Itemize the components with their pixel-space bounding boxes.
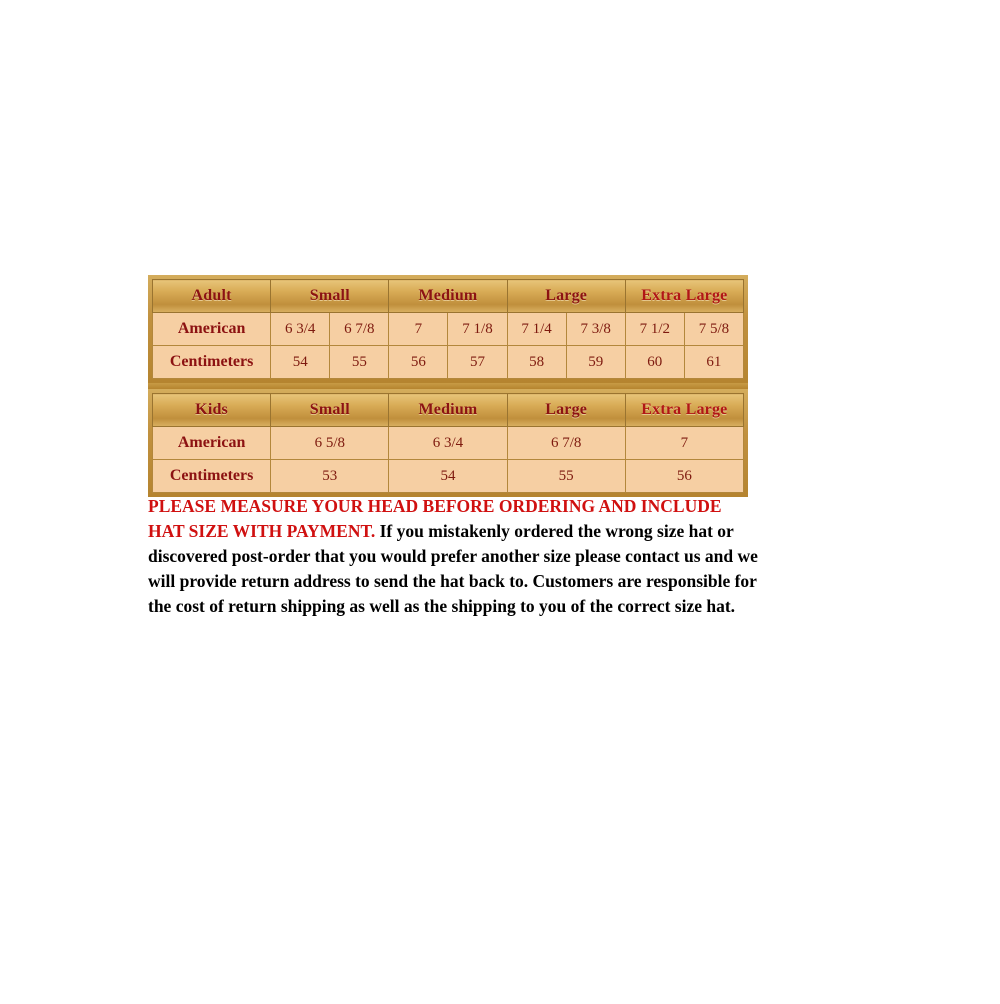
adult-american-row (153, 313, 744, 346)
kids-american-label: American (153, 427, 271, 460)
adult-centimeters-value: 61 (684, 346, 743, 379)
adult-american-value: 7 1/8 (448, 313, 507, 346)
return-policy-text: If you mistakenly ordered the wrong size hat or discovered post-order that you would prefer another size please contact us and we will provide return address to send the hat back to. Customers are responsible for the cost of return shipping as well as the shipping to you of the correct size hat. (148, 521, 758, 616)
kids-american-value: 6 7/8 (507, 427, 625, 460)
adult-centimeters-value: 60 (625, 346, 684, 379)
adult-table-grid (152, 279, 744, 379)
kids-american-row (153, 427, 744, 460)
kids-centimeters-value: 54 (389, 460, 507, 493)
adult-size-table (148, 275, 748, 383)
kids-centimeters-value: 56 (625, 460, 743, 493)
adult-centimeters-value: 56 (389, 346, 448, 379)
adult-header-small: Small (271, 280, 389, 313)
adult-american-value: 7 1/4 (507, 313, 566, 346)
adult-american-value: 6 7/8 (330, 313, 389, 346)
kids-header-small: Small (271, 394, 389, 427)
kids-american-value: 6 3/4 (389, 427, 507, 460)
adult-header-extra-large: Extra Large (625, 280, 743, 313)
kids-header-row (153, 394, 744, 427)
adult-header-row (153, 280, 744, 313)
measure-warning-text: PLEASE MEASURE YOUR HEAD BEFORE ORDERING AND INCLUDE HAT SIZE WITH PAYMENT. (148, 496, 722, 541)
kids-table-grid (152, 393, 744, 493)
return-policy-notice (148, 494, 758, 619)
kids-centimeters-label: Centimeters (153, 460, 271, 493)
adult-centimeters-label: Centimeters (153, 346, 271, 379)
kids-american-value: 6 5/8 (271, 427, 389, 460)
adult-header-medium: Medium (389, 280, 507, 313)
adult-centimeters-value: 58 (507, 346, 566, 379)
adult-american-label: American (153, 313, 271, 346)
hat-size-chart (148, 275, 748, 497)
adult-centimeters-value: 55 (330, 346, 389, 379)
kids-size-table (148, 389, 748, 497)
kids-header-large: Large (507, 394, 625, 427)
kids-centimeters-value: 53 (271, 460, 389, 493)
adult-american-value: 7 1/2 (625, 313, 684, 346)
adult-centimeters-row (153, 346, 744, 379)
adult-centimeters-value: 59 (566, 346, 625, 379)
adult-american-value: 6 3/4 (271, 313, 330, 346)
adult-header-large: Large (507, 280, 625, 313)
kids-american-value: 7 (625, 427, 743, 460)
adult-header-title: Adult (153, 280, 271, 313)
kids-centimeters-value: 55 (507, 460, 625, 493)
kids-header-extra-large: Extra Large (625, 394, 743, 427)
adult-american-value: 7 3/8 (566, 313, 625, 346)
adult-centimeters-value: 57 (448, 346, 507, 379)
adult-american-value: 7 (389, 313, 448, 346)
adult-centimeters-value: 54 (271, 346, 330, 379)
kids-centimeters-row (153, 460, 744, 493)
kids-header-title: Kids (153, 394, 271, 427)
kids-header-medium: Medium (389, 394, 507, 427)
adult-american-value: 7 5/8 (684, 313, 743, 346)
